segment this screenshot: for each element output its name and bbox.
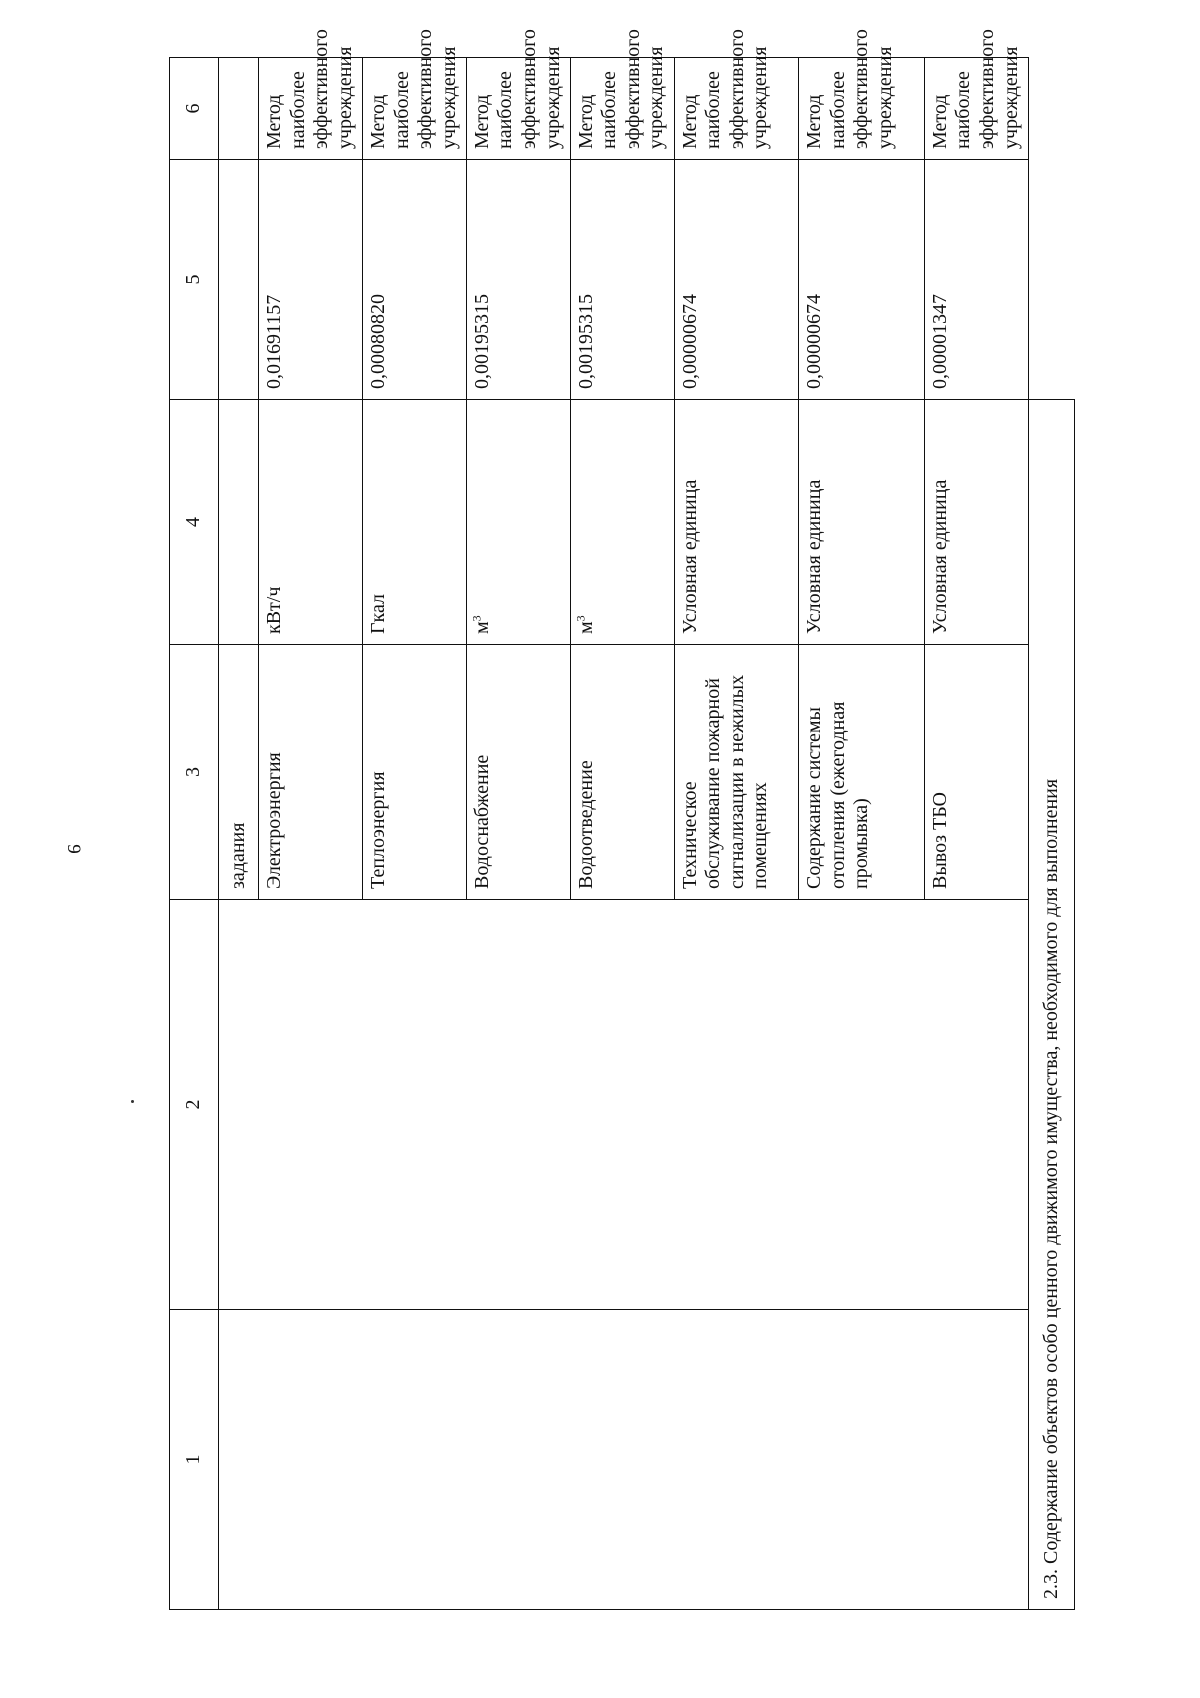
column-header-6: 6 [170, 58, 219, 160]
continuation-row [218, 58, 258, 1610]
norm-value: 0,00000674 [799, 160, 925, 400]
section-heading: 2.3. Содержание объектов особо ценного движимого имущества, необходимого для выполнения [1028, 400, 1074, 1610]
method: Метод наиболее эффективного учреждения [674, 58, 799, 160]
unit-exponent: 3 [469, 615, 484, 622]
unit: кВт/ч [259, 400, 363, 645]
resource-name: Электроэнергия [259, 645, 363, 900]
column-header-5: 5 [170, 160, 219, 400]
resource-name: Теплоэнергия [362, 645, 466, 900]
empty-cell [218, 160, 258, 400]
page-number: 9 [62, 844, 84, 854]
resource-name: Вывоз ТБО [924, 645, 1028, 900]
unit-base: м [470, 621, 493, 634]
unit-exponent: 3 [573, 615, 588, 622]
unit-base: м [574, 621, 597, 634]
method: Метод наиболее эффективного учреждения [362, 58, 466, 160]
norm-value: 0,00195315 [570, 160, 674, 400]
method: Метод наиболее эффективного учреждения [570, 58, 674, 160]
unit: Гкал [362, 400, 466, 645]
column-header-2: 2 [170, 900, 219, 1310]
cost-norms-table [169, 29, 1075, 1610]
method: Метод наиболее эффективного учреждения [924, 58, 1028, 160]
resource-name: Водоотведение [570, 645, 674, 900]
method: Метод наиболее эффективного учреждения [259, 58, 363, 160]
header-row [170, 58, 219, 1610]
method: Метод наиболее эффективного учреждения [799, 58, 925, 160]
column-header-4: 4 [170, 400, 219, 645]
unit: Условная единица [674, 400, 799, 645]
resource-name: Техническое обслуживание пожарной сигнализации в нежилых помещениях [674, 645, 799, 900]
norm-value: 0,00000674 [674, 160, 799, 400]
rotated-table-container [169, 29, 1075, 1610]
norm-value: 0,00195315 [466, 160, 570, 400]
unit [570, 400, 674, 645]
unit: Условная единица [924, 400, 1028, 645]
empty-cell [218, 400, 258, 645]
footer-row [1028, 58, 1074, 1610]
norm-value: 0,00080820 [362, 160, 466, 400]
merged-cell-col2 [218, 900, 1028, 1310]
merged-cell-col1 [218, 1310, 1028, 1610]
empty-cell [218, 58, 258, 160]
unit [466, 400, 570, 645]
scan-speck [131, 1100, 134, 1103]
norm-value: 0,01691157 [259, 160, 363, 400]
resource-name: Содержание системы отопления (ежегодная промывка) [799, 645, 925, 900]
norm-value: 0,00001347 [924, 160, 1028, 400]
column-header-1: 1 [170, 1310, 219, 1610]
continuation-text: задания [218, 645, 258, 900]
resource-name: Водоснабжение [466, 645, 570, 900]
column-header-3: 3 [170, 645, 219, 900]
unit: Условная единица [799, 400, 925, 645]
method: Метод наиболее эффективного учреждения [466, 58, 570, 160]
